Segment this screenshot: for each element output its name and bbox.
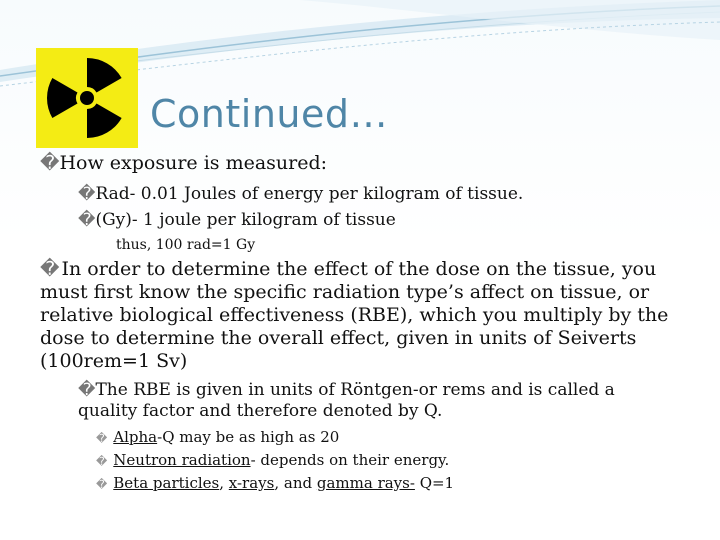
bullet-marker: � [40,152,60,174]
sub-text: - depends on their energy. [250,451,450,469]
term-x-rays: x-rays [228,474,275,492]
radiation-logo [36,48,138,148]
bullet-how-measured [40,152,327,174]
slide-title: Continued… [150,92,388,136]
bullet-text: The RBE is given in units of Röntgen-or rems and is called a quality factor and therefore denoted by Q. [78,380,615,421]
bullet-marker: � [78,380,96,400]
bullet-text: How exposure is measured: [59,152,328,174]
bullet-marker: � [96,455,108,468]
bullet-rbe-paragraph [40,258,690,373]
bullet-rbe-units [78,380,678,422]
term-gamma-rays: gamma rays- [316,474,415,492]
bullet-text: (Gy)- 1 joule per kilogram of tissue [95,210,396,230]
sub-bullet-alpha [96,428,339,446]
term-neutron-radiation: Neutron radiation [113,451,251,469]
radiation-trefoil-icon [36,48,138,148]
bullet-text: Rad- 0.01 Joules of energy per kilogram of tissue. [95,184,524,204]
bullet-marker: � [40,258,60,280]
sep: , [219,474,229,492]
sep: , and [274,474,317,492]
sub-bullet-neutron [96,451,449,469]
sub-text: Q=1 [414,474,455,492]
term-alpha: Alpha [113,428,158,446]
sub-text: -Q may be as high as 20 [157,428,340,446]
bullet-gray [78,210,396,230]
bullet-rad [78,184,523,204]
sub-bullet-beta-xray-gamma [96,474,454,492]
note-rad-gray: thus, 100 rad=1 Gy [116,237,256,253]
bullet-marker: � [78,210,96,230]
bullet-text: In order to determine the effect of the dose on the tissue, you must first know the specific radiation type’s affect on tissue, or relative biological effectiveness (RBE), which you multiply by the dose to determine the overall effect, given in units of Seiverts (100rem=1 Sv) [40,258,669,372]
bullet-marker: � [78,184,96,204]
term-beta-particles: Beta particles [113,474,220,492]
bullet-marker: � [96,478,108,491]
bullet-marker: � [96,432,108,445]
